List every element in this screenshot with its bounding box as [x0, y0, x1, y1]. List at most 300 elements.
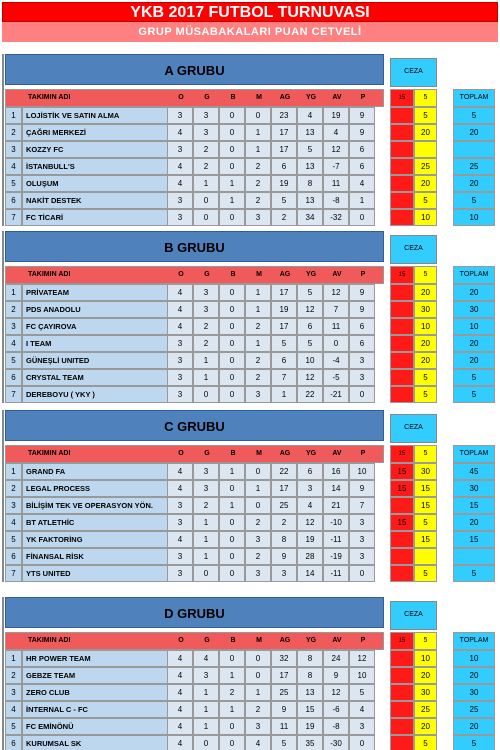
stat-g: 3 [193, 463, 219, 480]
table-row [5, 548, 384, 565]
stat-yg: 5 [297, 284, 323, 301]
penalty-5-cell: 10 [414, 318, 437, 335]
stat-ag: 17 [271, 480, 297, 497]
stat-m: 2 [245, 514, 271, 531]
total-header: TOPLAM [453, 89, 495, 107]
column-header-team: TAKIMIN ADI [28, 271, 71, 278]
total-cell: 5 [453, 386, 495, 403]
stat-b: 1 [219, 175, 245, 192]
stat-b: 0 [219, 284, 245, 301]
stat-ag: 2 [271, 514, 297, 531]
row-rank: 1 [5, 650, 22, 667]
stat-p: 10 [349, 667, 375, 684]
stat-p: 0 [349, 386, 375, 403]
penalty-5-cell: 15 [414, 531, 437, 548]
total-cell: 5 [453, 369, 495, 386]
row-rank: 7 [5, 386, 22, 403]
stat-av: -21 [323, 386, 349, 403]
penalty-15-cell [390, 318, 414, 335]
stat-m: 3 [245, 209, 271, 226]
row-rank: 3 [5, 318, 22, 335]
total-cell: 30 [453, 480, 495, 497]
stat-yg: 8 [297, 667, 323, 684]
stat-m: 2 [245, 192, 271, 209]
row-rank: 1 [5, 284, 22, 301]
stat-o: 4 [167, 301, 193, 318]
total-cell: 20 [453, 175, 495, 192]
table-row [5, 107, 384, 124]
table-row [5, 386, 384, 403]
stat-p: 6 [349, 318, 375, 335]
table-row [5, 514, 384, 531]
stat-av: -8 [323, 718, 349, 735]
stat-o: 3 [167, 369, 193, 386]
penalty-15-cell [390, 531, 414, 548]
stat-p: 12 [349, 650, 375, 667]
stat-b: 2 [219, 684, 245, 701]
column-header-g: G [204, 450, 210, 457]
table-row [5, 124, 384, 141]
stat-p: 3 [349, 514, 375, 531]
stat-ag: 17 [271, 284, 297, 301]
stat-yg: 35 [297, 735, 323, 750]
team-name: PDS ANADOLU [22, 301, 174, 318]
table-row [5, 192, 384, 209]
penalty-5-cell: 5 [414, 192, 437, 209]
column-header-o: O [178, 450, 184, 457]
penalty-5-cell: 30 [414, 301, 437, 318]
column-header-m: M [256, 271, 262, 278]
team-name: KURUMSAL SK [22, 735, 174, 750]
stat-yg: 22 [297, 386, 323, 403]
stat-av: -6 [323, 701, 349, 718]
penalty-5-header: 5 [414, 632, 437, 650]
stat-b: 0 [219, 650, 245, 667]
total-cell: 20 [453, 514, 495, 531]
column-header-b: B [230, 271, 236, 278]
team-name: FİNANSAL RİSK [22, 548, 174, 565]
penalty-15-cell [390, 701, 414, 718]
team-name: ZERO CLUB [22, 684, 174, 701]
column-header-av: AV [332, 271, 342, 278]
stat-o: 3 [167, 565, 193, 582]
stat-b: 0 [219, 318, 245, 335]
stat-p: 9 [349, 107, 375, 124]
stat-p: 3 [349, 548, 375, 565]
stat-m: 1 [245, 684, 271, 701]
penalty-5-cell: 30 [414, 684, 437, 701]
column-header-row [5, 89, 384, 107]
stat-p: 5 [349, 684, 375, 701]
column-header-yg: YG [305, 450, 317, 457]
stat-ag: 1 [271, 386, 297, 403]
total-cell: 5 [453, 107, 495, 124]
stat-g: 2 [193, 158, 219, 175]
penalty-5-cell: 20 [414, 667, 437, 684]
column-header-av: AV [332, 450, 342, 457]
penalty-15-cell [390, 735, 414, 750]
group-section [0, 54, 500, 228]
column-header-ag: AG [279, 94, 291, 101]
total-header: TOPLAM [453, 632, 495, 650]
row-rank: 5 [5, 175, 22, 192]
column-header-b: B [230, 637, 236, 644]
stat-p: 3 [349, 718, 375, 735]
penalty-15-header: 15 [390, 89, 414, 107]
stat-m: 3 [245, 386, 271, 403]
total-cell [453, 141, 495, 158]
penalty-5-cell: 5 [414, 514, 437, 531]
table-row [5, 463, 384, 480]
table-row [5, 301, 384, 318]
penalty-5-cell: 15 [414, 480, 437, 497]
column-header-p: P [360, 94, 366, 101]
stat-av: 21 [323, 497, 349, 514]
table-row [5, 718, 384, 735]
group-left-border [2, 54, 4, 226]
stat-b: 0 [219, 386, 245, 403]
stat-o: 4 [167, 158, 193, 175]
table-row [5, 209, 384, 226]
penalty-5-cell: 5 [414, 565, 437, 582]
stat-p: 7 [349, 497, 375, 514]
stat-m: 2 [245, 548, 271, 565]
table-row [5, 369, 384, 386]
stat-g: 3 [193, 284, 219, 301]
stat-b: 1 [219, 701, 245, 718]
penalty-15-cell [390, 497, 414, 514]
stat-o: 4 [167, 718, 193, 735]
group-left-border [2, 410, 4, 582]
stat-o: 3 [167, 386, 193, 403]
stat-yg: 8 [297, 175, 323, 192]
penalty-15-cell [390, 718, 414, 735]
stat-b: 1 [219, 192, 245, 209]
stat-av: -11 [323, 531, 349, 548]
stat-b: 1 [219, 497, 245, 514]
table-row [5, 701, 384, 718]
column-header-row [5, 632, 384, 650]
stat-yg: 34 [297, 209, 323, 226]
stat-yg: 12 [297, 369, 323, 386]
row-rank: 2 [5, 667, 22, 684]
penalty-5-cell [414, 141, 437, 158]
row-rank: 1 [5, 463, 22, 480]
stat-g: 3 [193, 107, 219, 124]
stat-g: 1 [193, 718, 219, 735]
row-rank: 3 [5, 141, 22, 158]
stat-ag: 17 [271, 667, 297, 684]
stat-av: 19 [323, 107, 349, 124]
penalty-5-cell: 25 [414, 158, 437, 175]
penalty-5-cell: 10 [414, 650, 437, 667]
stat-ag: 6 [271, 352, 297, 369]
stat-m: 1 [245, 335, 271, 352]
stat-yg: 28 [297, 548, 323, 565]
stat-ag: 23 [271, 107, 297, 124]
stat-p: 0 [349, 565, 375, 582]
stat-o: 4 [167, 650, 193, 667]
column-header-g: G [204, 94, 210, 101]
stat-av: 12 [323, 684, 349, 701]
stat-ag: 5 [271, 335, 297, 352]
penalty-15-cell [390, 301, 414, 318]
column-header-m: M [256, 450, 262, 457]
total-cell: 10 [453, 318, 495, 335]
stat-m: 0 [245, 497, 271, 514]
stat-g: 2 [193, 497, 219, 514]
stat-ag: 5 [271, 735, 297, 750]
stat-o: 3 [167, 548, 193, 565]
stat-o: 3 [167, 514, 193, 531]
stat-ag: 25 [271, 684, 297, 701]
column-header-o: O [178, 637, 184, 644]
stat-ag: 7 [271, 369, 297, 386]
column-header-av: AV [332, 637, 342, 644]
stat-av: 24 [323, 650, 349, 667]
stat-ag: 9 [271, 701, 297, 718]
stat-b: 0 [219, 301, 245, 318]
column-header-p: P [360, 637, 366, 644]
team-name: FC TİCARİ [22, 209, 174, 226]
row-rank: 2 [5, 124, 22, 141]
penalty-15-cell [390, 352, 414, 369]
stat-m: 4 [245, 735, 271, 750]
team-name: PRİVATEAM [22, 284, 174, 301]
stat-yg: 13 [297, 192, 323, 209]
stat-g: 2 [193, 141, 219, 158]
stat-ag: 17 [271, 124, 297, 141]
stat-m: 2 [245, 701, 271, 718]
tournament-title: YKB 2017 FUTBOL TURNUVASI [2, 2, 498, 22]
total-cell: 30 [453, 684, 495, 701]
row-rank: 2 [5, 301, 22, 318]
table-row [5, 318, 384, 335]
stat-ag: 3 [271, 565, 297, 582]
stat-ag: 17 [271, 318, 297, 335]
penalty-5-header: 5 [414, 266, 437, 284]
row-rank: 6 [5, 548, 22, 565]
stat-o: 4 [167, 480, 193, 497]
stat-p: 3 [349, 369, 375, 386]
row-rank: 6 [5, 192, 22, 209]
standings-subtitle: GRUP MÜSABAKALARI PUAN CETVELİ [2, 22, 498, 42]
stat-yg: 4 [297, 497, 323, 514]
stat-p: 0 [349, 209, 375, 226]
total-cell [453, 548, 495, 565]
stat-av: -30 [323, 735, 349, 750]
team-name: GEBZE TEAM [22, 667, 174, 684]
stat-o: 3 [167, 497, 193, 514]
stat-ag: 25 [271, 497, 297, 514]
stat-m: 0 [245, 667, 271, 684]
group-title: C GRUBU [5, 410, 384, 441]
penalty-15-cell [390, 369, 414, 386]
stat-av: -19 [323, 548, 349, 565]
stat-av: 12 [323, 141, 349, 158]
stat-yg: 10 [297, 352, 323, 369]
team-name: BT ATLETHİC [22, 514, 174, 531]
total-header: TOPLAM [453, 445, 495, 463]
stat-ag: 11 [271, 718, 297, 735]
stat-m: 3 [245, 565, 271, 582]
column-header-team: TAKIMIN ADI [28, 637, 71, 644]
stat-p: 9 [349, 301, 375, 318]
stat-av: 11 [323, 318, 349, 335]
stat-m: 1 [245, 124, 271, 141]
total-cell: 15 [453, 497, 495, 514]
stat-p: 3 [349, 352, 375, 369]
stat-m: 2 [245, 175, 271, 192]
stat-yg: 12 [297, 301, 323, 318]
penalty-5-cell: 25 [414, 701, 437, 718]
stat-m: 1 [245, 141, 271, 158]
penalty-15-cell [390, 124, 414, 141]
team-name: LEGAL PROCESS [22, 480, 174, 497]
stat-ag: 19 [271, 175, 297, 192]
team-name: FC EMİNÖNÜ [22, 718, 174, 735]
penalty-5-cell: 10 [414, 209, 437, 226]
stat-b: 0 [219, 107, 245, 124]
stat-av: -7 [323, 158, 349, 175]
stat-o: 4 [167, 284, 193, 301]
stat-g: 3 [193, 301, 219, 318]
table-row [5, 284, 384, 301]
penalty-15-cell [390, 107, 414, 124]
penalty-15-cell: 15 [390, 514, 414, 531]
penalty-5-header: 5 [414, 445, 437, 463]
penalty-5-cell [414, 548, 437, 565]
penalty-5-cell: 20 [414, 284, 437, 301]
stat-yg: 6 [297, 463, 323, 480]
stat-p: 10 [349, 463, 375, 480]
total-cell: 10 [453, 650, 495, 667]
column-header-av: AV [332, 94, 342, 101]
penalty-5-header: 5 [414, 89, 437, 107]
penalty-15-cell [390, 284, 414, 301]
stat-b: 0 [219, 565, 245, 582]
stat-o: 3 [167, 209, 193, 226]
table-row [5, 565, 384, 582]
stat-yg: 19 [297, 531, 323, 548]
stat-yg: 14 [297, 565, 323, 582]
total-cell: 45 [453, 463, 495, 480]
column-header-yg: YG [305, 94, 317, 101]
stat-ag: 8 [271, 531, 297, 548]
penalty-15-cell [390, 565, 414, 582]
row-rank: 2 [5, 480, 22, 497]
penalty-5-cell: 20 [414, 124, 437, 141]
stat-o: 4 [167, 318, 193, 335]
penalty-15-cell [390, 209, 414, 226]
total-header: TOPLAM [453, 266, 495, 284]
stat-m: 3 [245, 718, 271, 735]
team-name: GÜNEŞLİ UNITED [22, 352, 174, 369]
stat-p: 4 [349, 175, 375, 192]
stat-ag: 17 [271, 141, 297, 158]
team-name: DEREBOYU ( YKY ) [22, 386, 174, 403]
penalty-5-cell: 15 [414, 497, 437, 514]
penalty-5-cell: 5 [414, 735, 437, 750]
stat-m: 3 [245, 531, 271, 548]
total-cell: 20 [453, 718, 495, 735]
stat-av: -10 [323, 514, 349, 531]
penalty-title: CEZA [390, 601, 437, 630]
team-name: LOJİSTİK VE SATIN ALMA [22, 107, 174, 124]
stat-o: 3 [167, 107, 193, 124]
column-header-row [5, 266, 384, 284]
total-cell: 25 [453, 701, 495, 718]
penalty-5-cell: 20 [414, 335, 437, 352]
stat-g: 1 [193, 701, 219, 718]
stat-g: 1 [193, 514, 219, 531]
penalty-15-cell [390, 158, 414, 175]
stat-ag: 19 [271, 301, 297, 318]
group-left-border [2, 597, 4, 750]
stat-g: 1 [193, 684, 219, 701]
total-cell: 20 [453, 284, 495, 301]
stat-b: 0 [219, 531, 245, 548]
total-cell: 20 [453, 667, 495, 684]
team-name: YK FAKTORİNG [22, 531, 174, 548]
row-rank: 6 [5, 369, 22, 386]
total-cell: 20 [453, 335, 495, 352]
stat-b: 0 [219, 141, 245, 158]
stat-b: 1 [219, 667, 245, 684]
column-header-m: M [256, 94, 262, 101]
stat-av: -32 [323, 209, 349, 226]
stat-g: 0 [193, 386, 219, 403]
team-name: BİLİŞİM TEK VE OPERASYON YÖN. [22, 497, 174, 514]
stat-m: 2 [245, 369, 271, 386]
stat-m: 2 [245, 318, 271, 335]
penalty-15-header: 15 [390, 445, 414, 463]
stat-b: 0 [219, 158, 245, 175]
stat-o: 4 [167, 701, 193, 718]
stat-yg: 13 [297, 684, 323, 701]
stat-m: 0 [245, 463, 271, 480]
stat-b: 0 [219, 548, 245, 565]
stat-av: -11 [323, 565, 349, 582]
penalty-title: CEZA [390, 414, 437, 443]
stat-o: 4 [167, 175, 193, 192]
table-row [5, 352, 384, 369]
stat-p: 9 [349, 124, 375, 141]
column-header-o: O [178, 271, 184, 278]
stat-b: 1 [219, 463, 245, 480]
stat-g: 1 [193, 548, 219, 565]
stat-ag: 6 [271, 158, 297, 175]
stat-m: 1 [245, 284, 271, 301]
penalty-15-header: 15 [390, 632, 414, 650]
column-header-yg: YG [305, 271, 317, 278]
stat-yg: 19 [297, 718, 323, 735]
stat-m: 1 [245, 301, 271, 318]
table-row [5, 158, 384, 175]
stat-ag: 5 [271, 192, 297, 209]
stat-o: 3 [167, 192, 193, 209]
stat-ag: 22 [271, 463, 297, 480]
row-rank: 4 [5, 335, 22, 352]
team-name: KOZZY FC [22, 141, 174, 158]
stat-ag: 2 [271, 209, 297, 226]
row-rank: 4 [5, 701, 22, 718]
column-header-row [5, 445, 384, 463]
total-cell: 5 [453, 735, 495, 750]
row-rank: 7 [5, 209, 22, 226]
stat-m: 2 [245, 352, 271, 369]
team-name: İSTANBULL'S [22, 158, 174, 175]
